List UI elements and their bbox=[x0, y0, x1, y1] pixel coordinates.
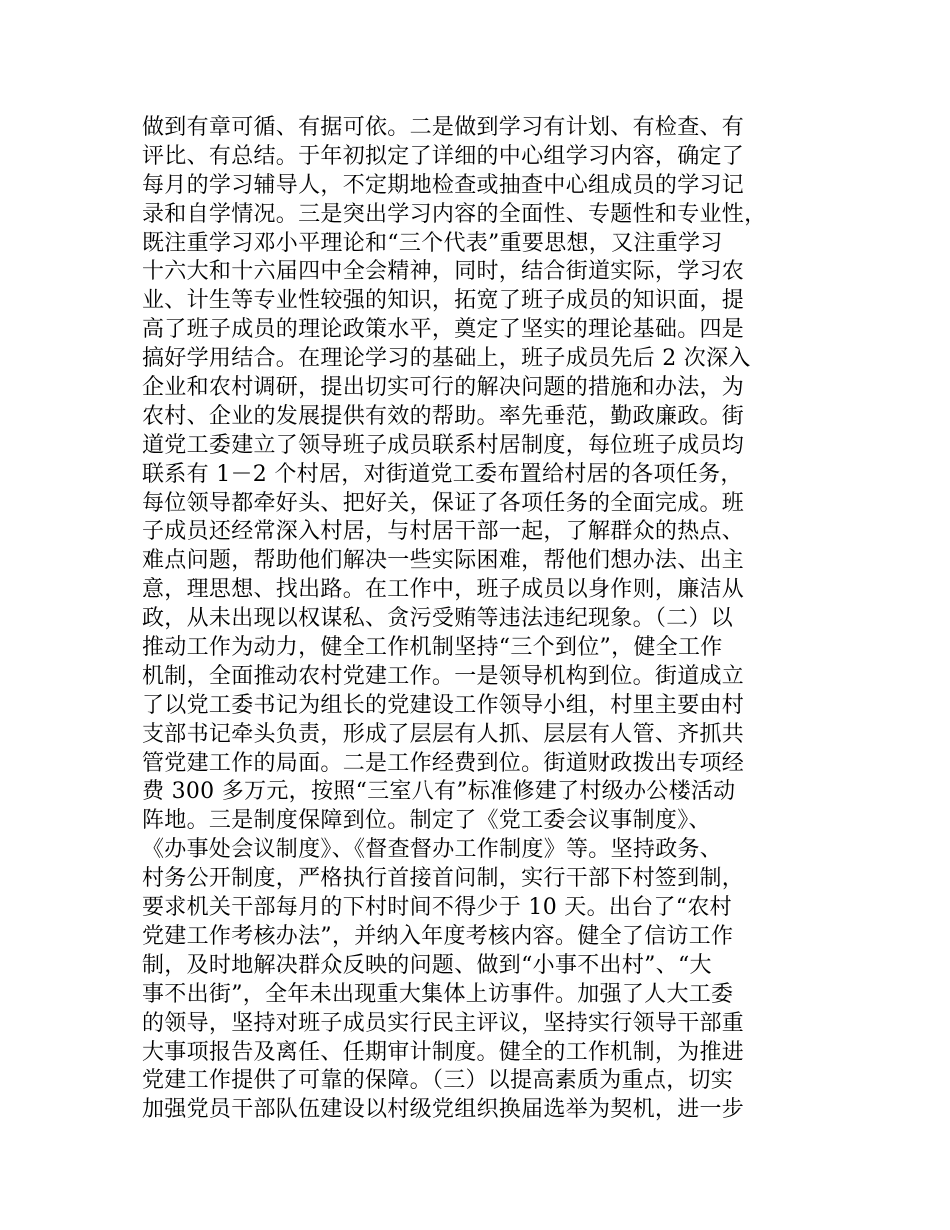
text-line: 《办事处会议制度》、《督查督办工作制度》等。坚持政务、 bbox=[142, 837, 723, 863]
text-line: 要求机关干部每月的下村时间不得少于 10 天。出台了“农村 bbox=[142, 895, 732, 921]
text-line: 农村、企业的发展提供有效的帮助。率先垂范，勤政廉政。街 bbox=[142, 403, 745, 429]
text-line: 难点问题，帮助他们解决一些实际困难，帮他们想办法、出主 bbox=[142, 548, 745, 574]
text-line: 机制，全面推动农村党建工作。一是领导机构到位。街道成立 bbox=[142, 663, 745, 689]
text-line: 业、计生等专业性较强的知识，拓宽了班子成员的知识面，提 bbox=[142, 288, 745, 314]
text-line: 企业和农村调研，提出切实可行的解决问题的措施和办法，为 bbox=[142, 375, 745, 401]
text-line: 做到有章可循、有据可依。二是做到学习有计划、有检查、有 bbox=[142, 115, 745, 140]
text-line: 联系有 1－2 个村居，对街道党工委布置给村居的各项任务， bbox=[142, 461, 743, 487]
text-line: 事不出街”，全年未出现重大集体上访事件。加强了人大工委 bbox=[142, 981, 734, 1007]
text-line: 高了班子成员的理论政策水平，奠定了坚实的理论基础。四是 bbox=[142, 317, 745, 343]
text-line: 推动工作为动力，健全工作机制坚持“三个到位”，健全工作 bbox=[142, 635, 723, 661]
text-line: 子成员还经常深入村居，与村居干部一起，了解群众的热点、 bbox=[142, 519, 745, 545]
text-line: 党建工作提供了可靠的保障。（三）以提高素质为重点，切实 bbox=[142, 1068, 734, 1094]
text-line: 制，及时地解决群众反映的问题、做到“小事不出村”、“大 bbox=[142, 952, 712, 978]
text-line: 管党建工作的局面。二是工作经费到位。街道财政拨出专项经 bbox=[142, 750, 745, 776]
text-line: 评比、有总结。于年初拟定了详细的中心组学习内容，确定了 bbox=[142, 143, 745, 169]
text-line: 了以党工委书记为组长的党建设工作领导小组，村里主要由村 bbox=[142, 692, 745, 718]
text-line: 搞好学用结合。在理论学习的基础上，班子成员先后 2 次深入 bbox=[142, 346, 751, 372]
text-line: 支部书记牵头负责，形成了层层有人抓、层层有人管、齐抓共 bbox=[142, 721, 745, 747]
text-line: 既注重学习邓小平理论和“三个代表”重要思想，又注重学习 bbox=[142, 230, 723, 256]
text-line: 党建工作考核办法”，并纳入年度考核内容。健全了信访工作 bbox=[142, 923, 734, 949]
text-line: 费 300 多万元，按照“三室八有”标准修建了村级办公楼活动 bbox=[142, 779, 736, 805]
text-line: 村务公开制度，严格执行首接首问制，实行干部下村签到制， bbox=[142, 866, 745, 892]
text-line: 的领导，坚持对班子成员实行民主评议，坚持实行领导干部重 bbox=[142, 1010, 745, 1036]
text-line: 每位领导都牵好头、把好关，保证了各项任务的全面完成。班 bbox=[142, 490, 745, 516]
text-line: 录和自学情况。三是突出学习内容的全面性、专题性和专业性， bbox=[142, 201, 767, 227]
body-text bbox=[142, 114, 832, 1125]
text-line: 每月的学习辅导人，不定期地检查或抽查中心组成员的学习记 bbox=[142, 172, 745, 198]
text-line: 十六大和十六届四中全会精神，同时，结合街道实际，学习农 bbox=[142, 259, 745, 285]
text-line: 政，从未出现以权谋私、贪污受贿等违法违纪现象。（二）以 bbox=[142, 606, 734, 632]
text-line: 道党工委建立了领导班子成员联系村居制度，每位班子成员均 bbox=[142, 432, 745, 458]
text-line: 阵地。三是制度保障到位。制定了《党工委会议事制度》、 bbox=[142, 808, 711, 834]
text-line: 意，理思想、找出路。在工作中，班子成员以身作则，廉洁从 bbox=[142, 577, 745, 603]
text-line: 加强党员干部队伍建设以村级党组织换届选举为契机，进一步 bbox=[142, 1097, 745, 1123]
text-line: 大事项报告及离任、任期审计制度。健全的工作机制，为推进 bbox=[142, 1039, 745, 1065]
